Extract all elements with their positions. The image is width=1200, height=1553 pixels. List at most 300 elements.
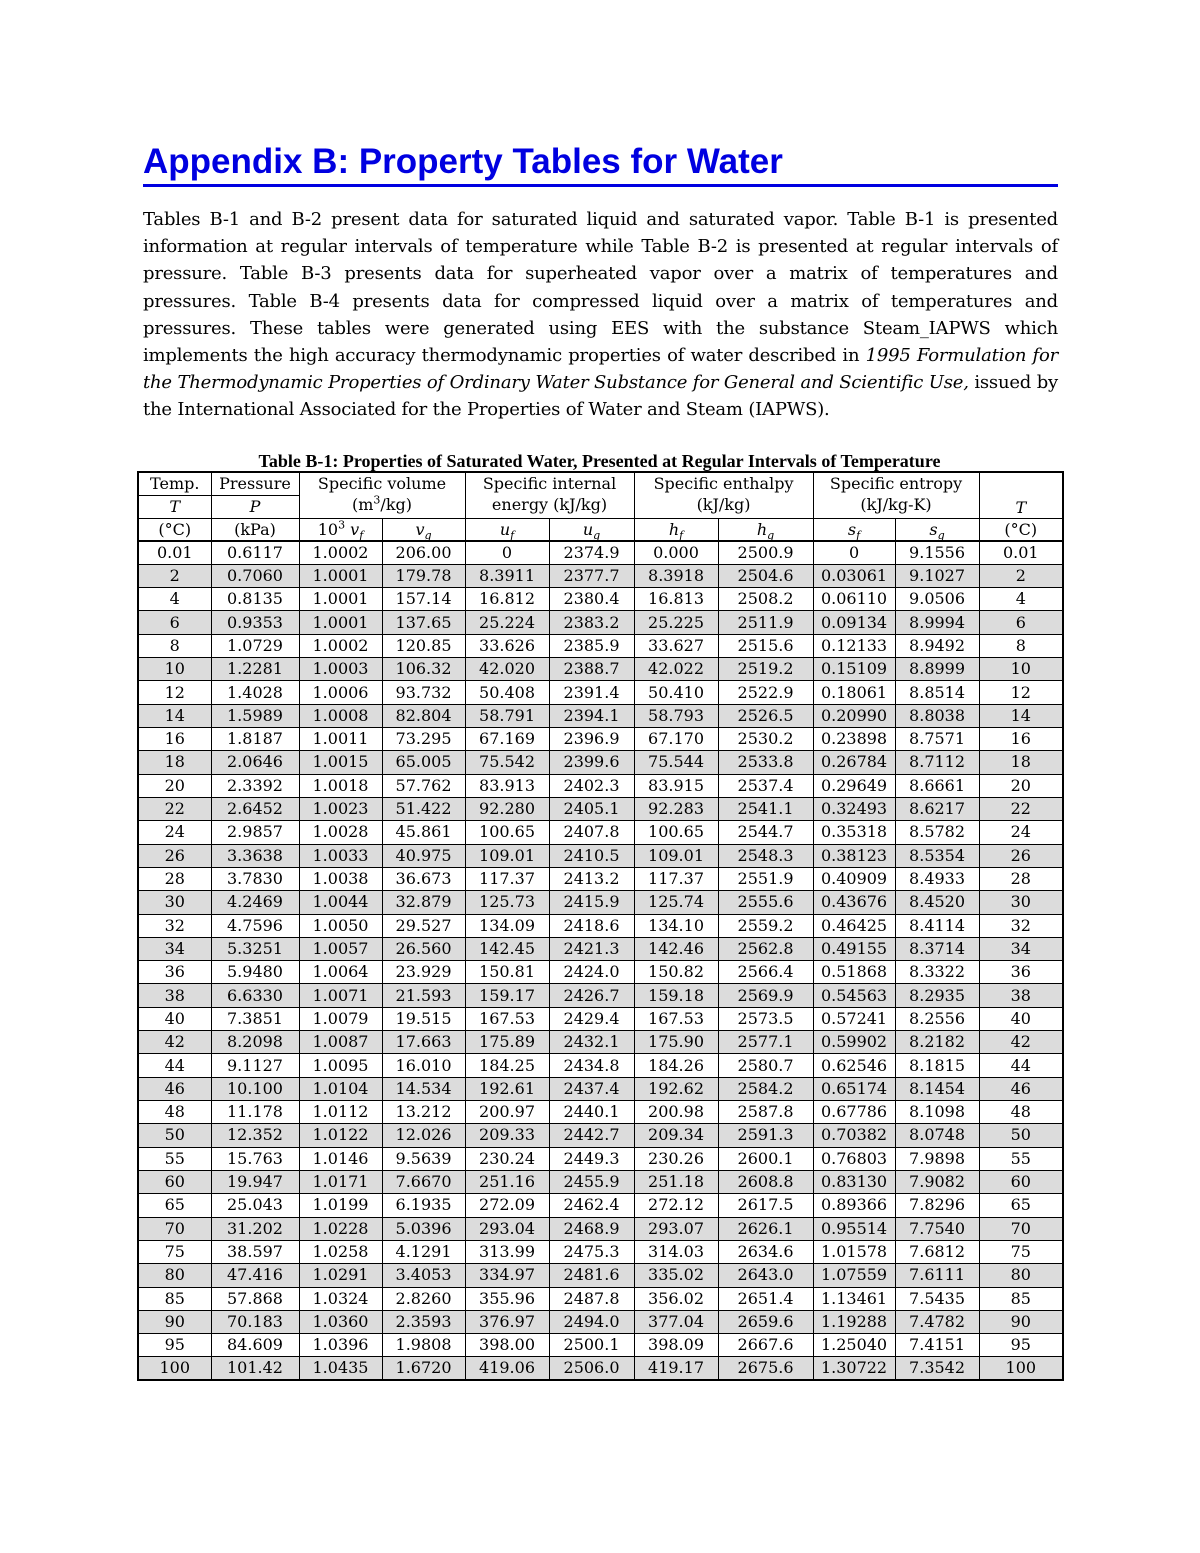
cell-temp: 32 [138,914,211,937]
cell-sg: 7.4151 [895,1334,979,1357]
cell-vf: 1.0104 [299,1077,382,1100]
cell-uf: 376.97 [465,1310,549,1333]
cell-vg: 26.560 [382,937,465,960]
cell-temp-right: 34 [979,937,1063,960]
cell-pressure: 9.1127 [211,1054,299,1077]
cell-vf: 1.0018 [299,774,382,797]
header-entropy [813,472,979,518]
cell-uf: 200.97 [465,1101,549,1124]
cell-pressure: 12.352 [211,1124,299,1147]
table-row [138,844,1063,867]
cell-vg: 7.6670 [382,1170,465,1193]
cell-temp: 90 [138,1310,211,1333]
cell-sf: 1.07559 [813,1264,895,1287]
cell-temp-right: 38 [979,984,1063,1007]
cell-vg: 40.975 [382,844,465,867]
cell-hg: 2548.3 [718,844,813,867]
cell-vg: 93.732 [382,681,465,704]
cell-ug: 2442.7 [549,1124,634,1147]
table-row [138,1054,1063,1077]
cell-hg: 2577.1 [718,1031,813,1054]
header-vf: $10^3$ $v_f$ [299,518,382,541]
cell-vf: 1.0199 [299,1194,382,1217]
cell-sf: 0.57241 [813,1007,895,1030]
cell-ug: 2462.4 [549,1194,634,1217]
cell-vg: 12.026 [382,1124,465,1147]
cell-hf: 184.26 [634,1054,718,1077]
cell-vg: 65.005 [382,751,465,774]
cell-vg: 179.78 [382,564,465,587]
cell-temp-right: 95 [979,1334,1063,1357]
cell-pressure: 1.8187 [211,728,299,751]
header-temp-right [979,472,1063,518]
intro-paragraph [143,206,1058,424]
cell-hf: 16.813 [634,588,718,611]
cell-ug: 2449.3 [549,1147,634,1170]
cell-hg: 2519.2 [718,658,813,681]
cell-uf: 125.73 [465,891,549,914]
table-row [138,1334,1063,1357]
cell-vf: 1.0028 [299,821,382,844]
cell-vf: 1.0435 [299,1357,382,1380]
cell-uf: 230.24 [465,1147,549,1170]
cell-temp-right: 90 [979,1310,1063,1333]
cell-pressure: 38.597 [211,1240,299,1263]
cell-hf: 117.37 [634,867,718,890]
cell-hg: 2569.9 [718,984,813,1007]
header-temp-unit: (°C) [138,518,211,541]
cell-sg: 7.6111 [895,1264,979,1287]
header-sg: $s_g$ [895,518,979,541]
cell-ug: 2494.0 [549,1310,634,1333]
cell-sf: 0.29649 [813,774,895,797]
header-temp-label: Temp. [138,472,211,495]
cell-vg: 36.673 [382,867,465,890]
cell-hf: 92.283 [634,797,718,820]
cell-vg: 82.804 [382,704,465,727]
cell-sf: 1.30722 [813,1357,895,1380]
cell-vf: 1.0112 [299,1101,382,1124]
cell-temp: 50 [138,1124,211,1147]
table-row [138,1147,1063,1170]
cell-sg: 8.9994 [895,611,979,634]
cell-hg: 2600.1 [718,1147,813,1170]
cell-hf: 67.170 [634,728,718,751]
header-t2-symbol: T [1015,497,1027,517]
cell-temp-right: 75 [979,1240,1063,1263]
cell-ug: 2468.9 [549,1217,634,1240]
table-row [138,914,1063,937]
cell-sg: 8.1815 [895,1054,979,1077]
cell-vf: 1.0360 [299,1310,382,1333]
cell-temp: 2 [138,564,211,587]
cell-temp: 28 [138,867,211,890]
cell-uf: 184.25 [465,1054,549,1077]
cell-hg: 2587.8 [718,1101,813,1124]
cell-temp-right: 100 [979,1357,1063,1380]
cell-temp-right: 70 [979,1217,1063,1240]
cell-ug: 2500.1 [549,1334,634,1357]
cell-sf: 0.59902 [813,1031,895,1054]
cell-vf: 1.0002 [299,541,382,564]
cell-hf: 134.10 [634,914,718,937]
cell-uf: 175.89 [465,1031,549,1054]
cell-sf: 0.46425 [813,914,895,937]
page-heading: Appendix B: Property Tables for Water [143,140,1058,187]
cell-sg: 7.9898 [895,1147,979,1170]
table-row [138,611,1063,634]
cell-hf: 251.18 [634,1170,718,1193]
cell-vg: 157.14 [382,588,465,611]
cell-hf: 230.26 [634,1147,718,1170]
cell-sg: 8.3322 [895,961,979,984]
cell-temp: 20 [138,774,211,797]
header-volume-label: Specific volume [317,474,447,493]
cell-temp-right: 55 [979,1147,1063,1170]
header-energy-label: Specific internal [482,474,617,493]
cell-hf: 150.82 [634,961,718,984]
cell-hf: 33.627 [634,634,718,657]
table-row [138,658,1063,681]
cell-uf: 109.01 [465,844,549,867]
cell-temp-right: 16 [979,728,1063,751]
cell-uf: 67.169 [465,728,549,751]
cell-hg: 2537.4 [718,774,813,797]
table-row [138,1031,1063,1054]
table-row [138,1264,1063,1287]
table-row [138,541,1063,564]
cell-vg: 32.879 [382,891,465,914]
cell-pressure: 84.609 [211,1334,299,1357]
cell-sf: 0.67786 [813,1101,895,1124]
cell-sf: 0.15109 [813,658,895,681]
cell-ug: 2391.4 [549,681,634,704]
cell-temp-right: 18 [979,751,1063,774]
cell-pressure: 15.763 [211,1147,299,1170]
cell-temp-right: 42 [979,1031,1063,1054]
table-row [138,1101,1063,1124]
cell-ug: 2424.0 [549,961,634,984]
cell-uf: 83.913 [465,774,549,797]
cell-hf: 25.225 [634,611,718,634]
cell-vg: 13.212 [382,1101,465,1124]
cell-uf: 8.3911 [465,564,549,587]
cell-sf: 0.65174 [813,1077,895,1100]
cell-vg: 1.6720 [382,1357,465,1380]
cell-sf: 1.25040 [813,1334,895,1357]
cell-temp: 65 [138,1194,211,1217]
cell-sg: 8.7571 [895,728,979,751]
cell-uf: 251.16 [465,1170,549,1193]
cell-uf: 134.09 [465,914,549,937]
header-sf: $s_f$ [813,518,895,541]
cell-uf: 209.33 [465,1124,549,1147]
header-temp-symbol: T [138,495,211,518]
cell-sg: 8.4114 [895,914,979,937]
cell-uf: 117.37 [465,867,549,890]
cell-sf: 0.20990 [813,704,895,727]
header-enthalpy [634,472,813,518]
cell-ug: 2475.3 [549,1240,634,1263]
header-entropy-unit: (kJ/kg-K) [860,495,932,514]
cell-temp-right: 44 [979,1054,1063,1077]
table-row [138,1310,1063,1333]
cell-vg: 21.593 [382,984,465,1007]
cell-hg: 2617.5 [718,1194,813,1217]
cell-vg: 2.8260 [382,1287,465,1310]
cell-hf: 192.62 [634,1077,718,1100]
cell-hg: 2544.7 [718,821,813,844]
cell-hf: 200.98 [634,1101,718,1124]
cell-sf: 0.12133 [813,634,895,657]
cell-hf: 209.34 [634,1124,718,1147]
cell-hf: 335.02 [634,1264,718,1287]
cell-vg: 4.1291 [382,1240,465,1263]
cell-vg: 137.65 [382,611,465,634]
table-row [138,1357,1063,1380]
cell-temp-right: 36 [979,961,1063,984]
cell-sf: 0.83130 [813,1170,895,1193]
cell-uf: 33.626 [465,634,549,657]
cell-temp-right: 12 [979,681,1063,704]
cell-sf: 0 [813,541,895,564]
cell-hg: 2626.1 [718,1217,813,1240]
cell-uf: 16.812 [465,588,549,611]
cell-vf: 1.0087 [299,1031,382,1054]
cell-temp-right: 0.01 [979,541,1063,564]
cell-ug: 2506.0 [549,1357,634,1380]
cell-vg: 57.762 [382,774,465,797]
cell-pressure: 5.3251 [211,937,299,960]
cell-hg: 2500.9 [718,541,813,564]
cell-vf: 1.0324 [299,1287,382,1310]
cell-temp: 70 [138,1217,211,1240]
cell-hg: 2511.9 [718,611,813,634]
cell-hg: 2566.4 [718,961,813,984]
cell-uf: 293.04 [465,1217,549,1240]
cell-sg: 7.3542 [895,1357,979,1380]
cell-sf: 0.09134 [813,611,895,634]
cell-temp: 18 [138,751,211,774]
cell-temp: 48 [138,1101,211,1124]
cell-hg: 2643.0 [718,1264,813,1287]
cell-hf: 398.09 [634,1334,718,1357]
cell-sg: 9.1556 [895,541,979,564]
header-hf: $h_f$ [634,518,718,541]
cell-vf: 1.0001 [299,564,382,587]
cell-pressure: 3.3638 [211,844,299,867]
table-row [138,1077,1063,1100]
cell-ug: 2426.7 [549,984,634,1007]
table-row [138,774,1063,797]
cell-sg: 8.2182 [895,1031,979,1054]
cell-ug: 2487.8 [549,1287,634,1310]
cell-vf: 1.0064 [299,961,382,984]
cell-pressure: 47.416 [211,1264,299,1287]
cell-hf: 293.07 [634,1217,718,1240]
cell-temp: 80 [138,1264,211,1287]
table-row [138,1170,1063,1193]
saturated-water-table [137,471,1064,1381]
cell-temp: 0.01 [138,541,211,564]
cell-temp-right: 24 [979,821,1063,844]
cell-temp-right: 80 [979,1264,1063,1287]
cell-pressure: 70.183 [211,1310,299,1333]
cell-vg: 120.85 [382,634,465,657]
cell-hg: 2675.6 [718,1357,813,1380]
cell-pressure: 2.9857 [211,821,299,844]
cell-sg: 9.1027 [895,564,979,587]
cell-temp: 6 [138,611,211,634]
cell-sf: 0.03061 [813,564,895,587]
cell-vg: 3.4053 [382,1264,465,1287]
cell-sf: 0.89366 [813,1194,895,1217]
cell-hg: 2667.6 [718,1334,813,1357]
cell-pressure: 2.0646 [211,751,299,774]
cell-hg: 2580.7 [718,1054,813,1077]
cell-hf: 42.022 [634,658,718,681]
cell-ug: 2396.9 [549,728,634,751]
cell-pressure: 0.6117 [211,541,299,564]
cell-sf: 1.19288 [813,1310,895,1333]
cell-uf: 313.99 [465,1240,549,1263]
cell-pressure: 0.9353 [211,611,299,634]
table-row [138,1217,1063,1240]
cell-hg: 2659.6 [718,1310,813,1333]
cell-ug: 2413.2 [549,867,634,890]
cell-temp: 14 [138,704,211,727]
table-row [138,588,1063,611]
cell-hf: 272.12 [634,1194,718,1217]
cell-hf: 175.90 [634,1031,718,1054]
cell-temp: 16 [138,728,211,751]
table-row [138,564,1063,587]
cell-sf: 1.01578 [813,1240,895,1263]
cell-ug: 2421.3 [549,937,634,960]
cell-vf: 1.0258 [299,1240,382,1263]
cell-temp: 55 [138,1147,211,1170]
cell-vf: 1.0001 [299,588,382,611]
cell-vg: 19.515 [382,1007,465,1030]
cell-vg: 73.295 [382,728,465,751]
cell-hg: 2634.6 [718,1240,813,1263]
cell-sg: 8.2556 [895,1007,979,1030]
cell-hg: 2522.9 [718,681,813,704]
cell-pressure: 11.178 [211,1101,299,1124]
header-volume-unit: $(m^3/kg)$ [352,493,412,514]
cell-pressure: 57.868 [211,1287,299,1310]
cell-hg: 2584.2 [718,1077,813,1100]
table-row [138,1124,1063,1147]
cell-ug: 2377.7 [549,564,634,587]
cell-pressure: 31.202 [211,1217,299,1240]
cell-vf: 1.0044 [299,891,382,914]
cell-hf: 75.544 [634,751,718,774]
cell-sg: 7.7540 [895,1217,979,1240]
cell-ug: 2481.6 [549,1264,634,1287]
cell-ug: 2415.9 [549,891,634,914]
cell-vf: 1.0003 [299,658,382,681]
header-t2-unit: (°C) [979,518,1063,541]
cell-sg: 8.1454 [895,1077,979,1100]
cell-temp: 44 [138,1054,211,1077]
cell-temp-right: 46 [979,1077,1063,1100]
cell-pressure: 0.7060 [211,564,299,587]
cell-temp: 22 [138,797,211,820]
cell-temp-right: 26 [979,844,1063,867]
cell-sg: 8.8514 [895,681,979,704]
cell-temp-right: 60 [979,1170,1063,1193]
cell-vf: 1.0002 [299,634,382,657]
cell-ug: 2437.4 [549,1077,634,1100]
cell-hg: 2608.8 [718,1170,813,1193]
cell-uf: 58.791 [465,704,549,727]
cell-sf: 0.38123 [813,844,895,867]
cell-vf: 1.0023 [299,797,382,820]
cell-pressure: 8.2098 [211,1031,299,1054]
cell-sf: 0.43676 [813,891,895,914]
table-row [138,751,1063,774]
cell-pressure: 6.6330 [211,984,299,1007]
table-row [138,704,1063,727]
table-row [138,821,1063,844]
table-row [138,728,1063,751]
cell-hf: 377.04 [634,1310,718,1333]
cell-vg: 5.0396 [382,1217,465,1240]
cell-uf: 142.45 [465,937,549,960]
table-row [138,797,1063,820]
cell-ug: 2388.7 [549,658,634,681]
cell-vg: 17.663 [382,1031,465,1054]
cell-vg: 106.32 [382,658,465,681]
cell-sg: 7.8296 [895,1194,979,1217]
cell-hg: 2562.8 [718,937,813,960]
header-uf: $u_f$ [465,518,549,541]
cell-sg: 8.1098 [895,1101,979,1124]
table-row [138,961,1063,984]
header-specific-volume [299,472,465,518]
cell-vf: 1.0015 [299,751,382,774]
table-row [138,867,1063,890]
cell-sf: 0.49155 [813,937,895,960]
cell-hf: 356.02 [634,1287,718,1310]
header-internal-energy [465,472,634,518]
cell-hg: 2508.2 [718,588,813,611]
cell-sf: 0.51868 [813,961,895,984]
cell-vg: 2.3593 [382,1310,465,1333]
cell-uf: 75.542 [465,751,549,774]
cell-vf: 1.0038 [299,867,382,890]
cell-vf: 1.0122 [299,1124,382,1147]
cell-temp: 60 [138,1170,211,1193]
cell-temp: 34 [138,937,211,960]
cell-sf: 0.40909 [813,867,895,890]
cell-hg: 2555.6 [718,891,813,914]
cell-uf: 419.06 [465,1357,549,1380]
cell-vg: 14.534 [382,1077,465,1100]
cell-vf: 1.0396 [299,1334,382,1357]
cell-temp-right: 14 [979,704,1063,727]
cell-sf: 0.76803 [813,1147,895,1170]
cell-vg: 1.9808 [382,1334,465,1357]
cell-hf: 419.17 [634,1357,718,1380]
cell-pressure: 2.3392 [211,774,299,797]
cell-pressure: 1.0729 [211,634,299,657]
intro-text: Tables B-1 and B-2 present data for saturated liquid and saturated vapor. Table B-1 is presented information at regular intervals of temperature while Table B-2 is presented at regular intervals of pressure. Table B-3 presents data for superheated vapor over a matrix of temperatures and pressures. Table B-4 presents data for compressed liquid over a matrix of temperatures and pressures. These tables were generated using EES with the substance Steam_IAPWS which implements the high accuracy thermodynamic properties of water described in [143,209,1058,367]
cell-vf: 1.0008 [299,704,382,727]
cell-sf: 0.54563 [813,984,895,1007]
cell-temp-right: 28 [979,867,1063,890]
